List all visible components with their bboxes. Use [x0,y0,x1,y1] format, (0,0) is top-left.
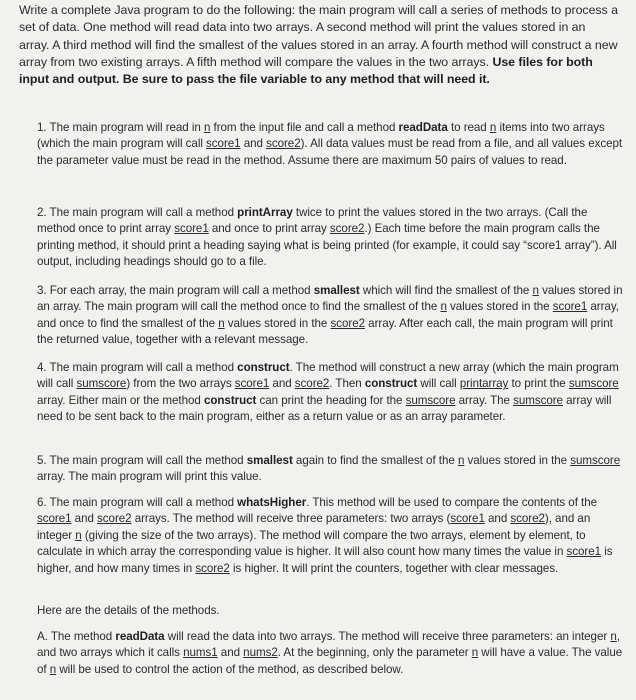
text: and [217,646,244,660]
var-score1: score1 [566,545,602,559]
var-nums1: nums1 [183,646,218,660]
method-printarray: printArray [237,206,293,219]
method-readdata: readData [115,630,165,643]
text: will read the data into two arrays. The method will receive three parameters: an integer [164,630,611,643]
text: values stored in an array. The main program will call the method once to find the smallest of the [37,284,623,314]
intro-text: Write a complete Java program to do the following: the main program will call a series of methods to process a set of data. One method will read data into two arrays. A second method will print the values stored in an array. A third method will find the smallest of the values stored in an array. A fourth method will construct a new array from two existing arrays. A fifth method will compare the values in the two arrays. [19,3,618,69]
var-sumscore: sumscore [513,393,563,407]
var-n: n [532,284,539,297]
var-n: n [471,646,479,660]
requirement-2 [37,205,623,271]
var-score2: score2 [330,316,365,330]
text: .) Each time before the main program calls the printing method, it should print a heading saying what is being printed (for example, it could say “score1 array”). All output, including headings should go to a file. [37,222,617,269]
text: array. The [455,393,514,407]
text: is higher. It will print the counters, together with clear messages. [229,561,559,575]
text: 4. The main program will call a method [37,361,238,374]
text: ). All data values must be read from a file, and all values except the parameter value must be read in the method. Assume there are maximum 50 pairs of values to read. [37,137,623,167]
text: 5. The main program will call the method [37,454,247,467]
var-score1: score1 [174,222,209,236]
text: from the input file and call a method [210,121,399,134]
method-construct: construct [203,393,257,407]
text: . Then [329,377,365,391]
var-sumscore: sumscore [568,377,619,391]
details-heading [37,603,623,619]
var-score1: score1 [37,512,72,526]
requirement-4 [37,360,623,426]
method-readdata: readData [398,121,448,134]
text: 2. The main program will call a method [37,206,238,219]
text: to read [447,121,490,134]
method-smallest: smallest [313,284,360,297]
text: values stored in the [446,300,553,314]
var-sumscore: sumscore [570,454,621,467]
text: to print the [508,377,569,391]
text: (giving the size of the two arrays). The method will compare the two arrays, element by element, to calculate in which array the corresponding value is higher. It will also count how many times the value in [37,528,586,559]
method-whatshigher: whatsHigher [237,496,307,509]
text: is higher, and how many times in [37,545,613,575]
intro-paragraph [19,2,619,88]
var-nums2: nums2 [243,646,278,660]
requirement-5 [37,453,623,486]
var-score1: score1 [450,512,485,526]
requirement-3 [37,283,623,349]
text: 1. The main program will read in [37,121,204,134]
text: arrays. The method will receive three parameters: two arrays ( [131,512,451,526]
requirement-1 [37,120,623,169]
var-n: n [75,528,82,542]
text: will call [417,377,460,391]
var-score2: score2 [195,561,230,575]
text: . The method will construct a new array (which the main program will call [37,361,619,391]
text: and [71,512,98,526]
var-n: n [610,630,617,643]
method-construct: construct [237,361,290,374]
var-score1: score1 [234,377,270,391]
text: A. The method [37,630,116,643]
text: values stored in the [224,316,331,330]
var-score1: score1 [552,300,588,314]
intro-bold: Use files for both input and output. Be sure to pass the file variable to any method that will need it. [19,54,593,87]
text: values stored in the [464,454,571,467]
requirement-6 [37,495,623,577]
var-n: n [218,316,225,330]
method-a [37,629,623,678]
text: can print the heading for the [256,393,406,407]
text: , and two arrays which it calls [37,630,620,660]
var-score2: score2 [510,512,545,526]
text: which will find the smallest of the [359,284,533,297]
text: twice to print the values stored in the two arrays. (Call the method once to print array [37,206,588,236]
var-printarray: printarray [459,377,509,391]
var-n: n [49,662,57,676]
text: array, and once to find the smallest of the [37,300,619,330]
text: and [269,377,295,391]
var-n: n [457,454,465,467]
text: will be used to control the action of the method, as described below. [56,662,404,676]
text: . At the beginning, only the parameter [277,646,472,660]
text: array will need to be sent back to the main program, either as a return value or as an array parameter. [37,393,612,424]
var-score2: score2 [266,137,301,151]
var-sumscore: sumscore [76,377,127,391]
var-n: n [203,121,211,134]
text: again to find the smallest of the [292,454,458,467]
text: array. Either main or the method [37,393,204,407]
var-score2: score2 [97,512,132,526]
text: and once to print array [208,222,330,236]
text: 6. The main program will call a method [37,496,238,509]
text: array. After each call, the main program will print the returned value, together with a relevant message. [37,316,613,347]
text: and [484,512,511,526]
text: array. The main program will print this value. [37,470,262,484]
text: will have a value. The value of [37,646,623,676]
var-n: n [489,121,497,134]
var-n: n [440,300,447,314]
method-smallest: smallest [246,454,293,467]
text: items into two arrays (which the main program will call [37,121,605,151]
var-score2: score2 [329,222,365,236]
var-sumscore: sumscore [405,393,456,407]
text: 3. For each array, the main program will call a method [37,284,314,297]
var-score1: score1 [206,137,241,151]
text: Here are the details of the methods. [37,604,220,617]
text: and [240,137,267,151]
text: . This method will be used to compare the contents of the [306,496,598,509]
text: ) from the two arrays [126,377,235,391]
var-score2: score2 [294,377,330,391]
text: ), and an integer [37,512,591,542]
method-construct: construct [364,377,418,391]
